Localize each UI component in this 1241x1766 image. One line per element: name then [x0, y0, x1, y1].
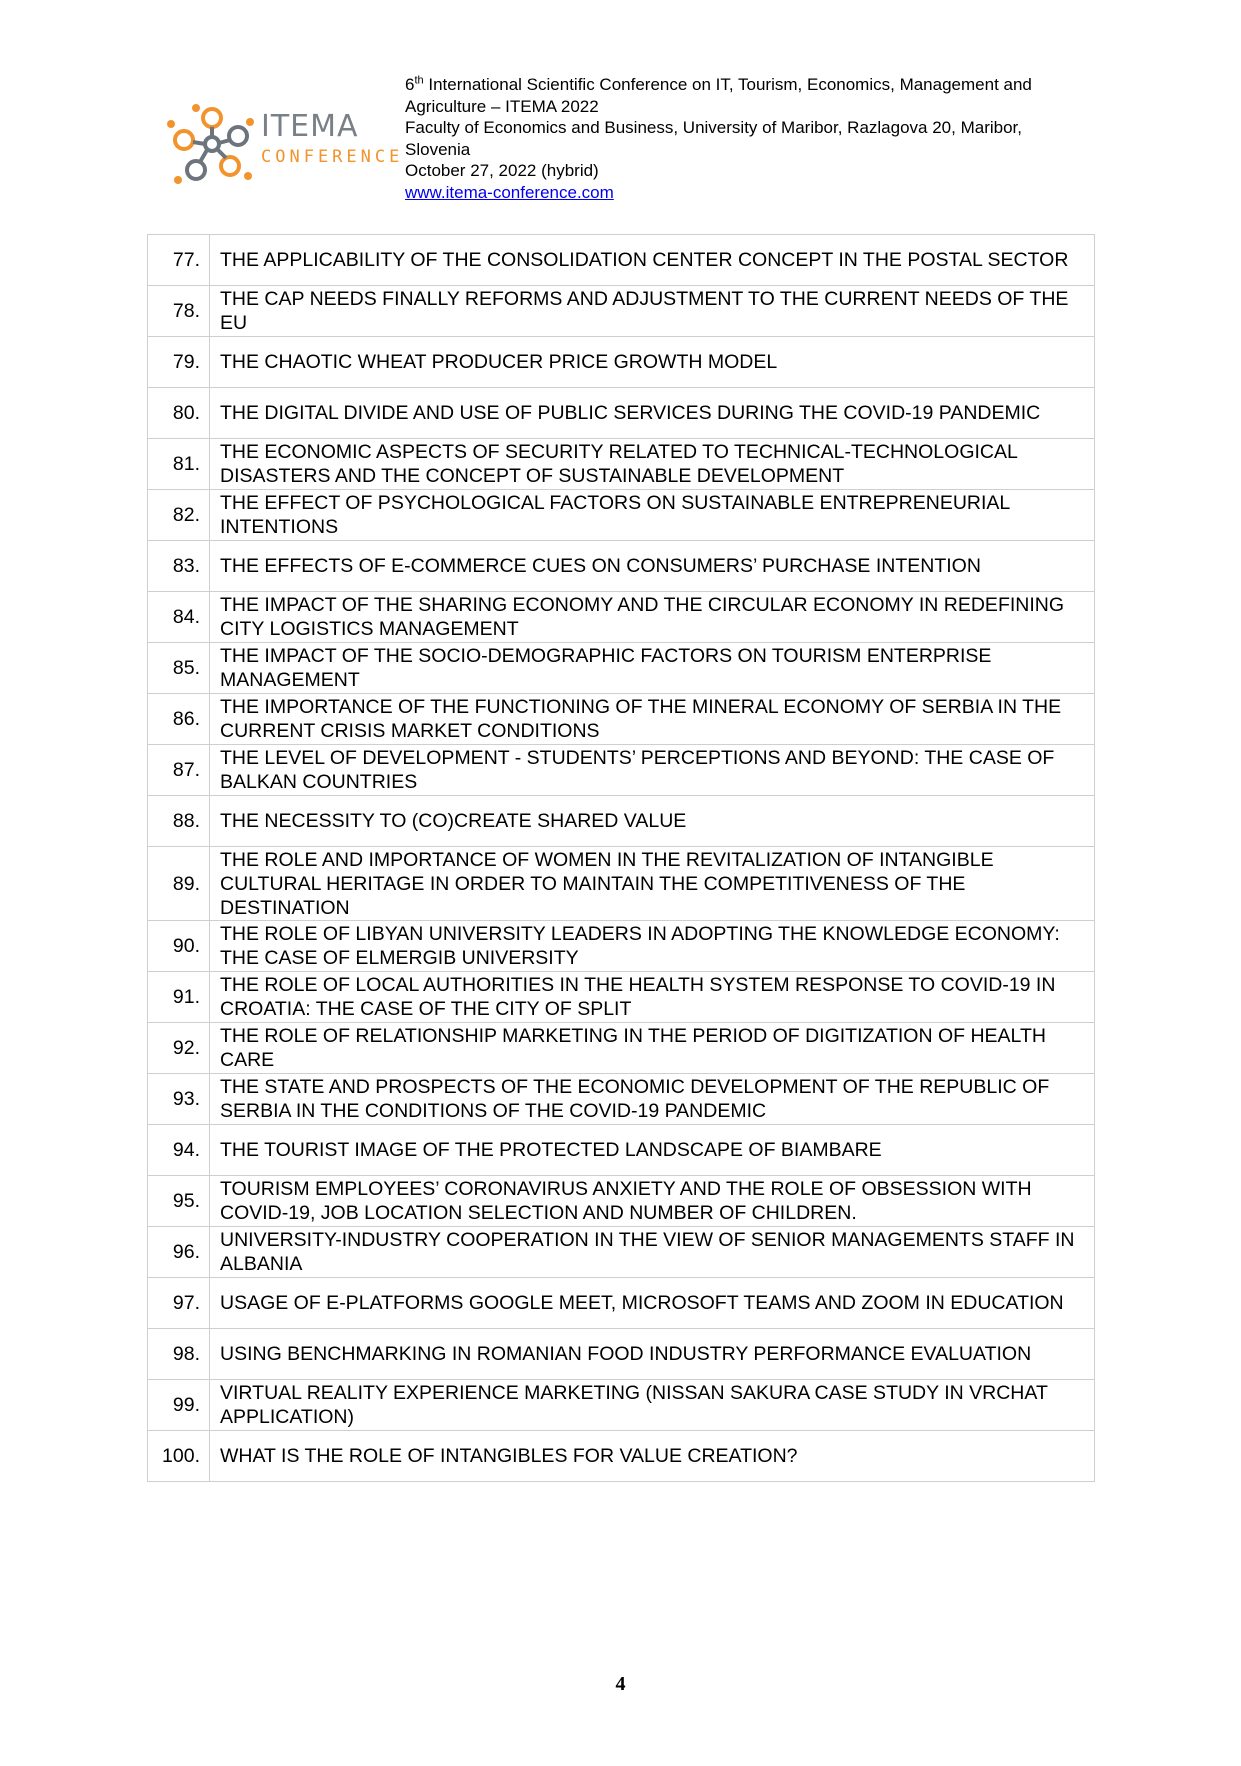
row-number: 99.	[148, 1380, 210, 1431]
paper-title: THE ROLE OF LIBYAN UNIVERSITY LEADERS IN ADOPTING THE KNOWLEDGE ECONOMY: THE CASE OF ELMERGIB UNIVERSITY	[210, 921, 1095, 972]
row-number: 82.	[148, 490, 210, 541]
paper-title: TOURISM EMPLOYEES’ CORONAVIRUS ANXIETY AND THE ROLE OF OBSESSION WITH COVID-19, JOB LOCATION SELECTION AND NUMBER OF CHILDREN.	[210, 1176, 1095, 1227]
paper-title: THE TOURIST IMAGE OF THE PROTECTED LANDSCAPE OF BIAMBARE	[210, 1125, 1095, 1176]
table-row	[148, 847, 1095, 921]
table-row	[148, 1125, 1095, 1176]
table-row	[148, 286, 1095, 337]
table-row	[148, 490, 1095, 541]
row-number: 84.	[148, 592, 210, 643]
table-row	[148, 796, 1095, 847]
header-line-3: Faculty of Economics and Business, University of Maribor, Razlagova 20, Maribor,	[405, 118, 1022, 137]
row-number: 88.	[148, 796, 210, 847]
table-row	[148, 643, 1095, 694]
itema-logo	[166, 98, 404, 190]
row-number: 97.	[148, 1278, 210, 1329]
paper-title: THE CHAOTIC WHEAT PRODUCER PRICE GROWTH MODEL	[210, 337, 1095, 388]
table-row	[148, 745, 1095, 796]
paper-list-table	[147, 234, 1095, 1482]
table-row	[148, 439, 1095, 490]
paper-title: THE CAP NEEDS FINALLY REFORMS AND ADJUSTMENT TO THE CURRENT NEEDS OF THE EU	[210, 286, 1095, 337]
paper-title: THE DIGITAL DIVIDE AND USE OF PUBLIC SERVICES DURING THE COVID-19 PANDEMIC	[210, 388, 1095, 439]
paper-title: THE EFFECTS OF E-COMMERCE CUES ON CONSUMERS’ PURCHASE INTENTION	[210, 541, 1095, 592]
row-number: 92.	[148, 1023, 210, 1074]
table-row	[148, 1227, 1095, 1278]
paper-title: UNIVERSITY-INDUSTRY COOPERATION IN THE VIEW OF SENIOR MANAGEMENTS STAFF IN ALBANIA	[210, 1227, 1095, 1278]
table-row	[148, 1278, 1095, 1329]
conference-header	[405, 74, 1125, 203]
header-line-5: October 27, 2022 (hybrid)	[405, 161, 599, 180]
paper-title: WHAT IS THE ROLE OF INTANGIBLES FOR VALUE CREATION?	[210, 1431, 1095, 1482]
logo-word-itema: ITEMA	[261, 109, 359, 144]
table-row	[148, 921, 1095, 972]
ordinal-suffix: th	[414, 74, 424, 87]
paper-title: THE APPLICABILITY OF THE CONSOLIDATION CENTER CONCEPT IN THE POSTAL SECTOR	[210, 235, 1095, 286]
row-number: 98.	[148, 1329, 210, 1380]
row-number: 81.	[148, 439, 210, 490]
paper-title: THE LEVEL OF DEVELOPMENT - STUDENTS’ PERCEPTIONS AND BEYOND: THE CASE OF BALKAN COUNTRIES	[210, 745, 1095, 796]
table-row	[148, 1329, 1095, 1380]
row-number: 85.	[148, 643, 210, 694]
row-number: 100.	[148, 1431, 210, 1482]
row-number: 86.	[148, 694, 210, 745]
row-number: 95.	[148, 1176, 210, 1227]
table-row	[148, 235, 1095, 286]
table-row	[148, 388, 1095, 439]
paper-title: THE STATE AND PROSPECTS OF THE ECONOMIC DEVELOPMENT OF THE REPUBLIC OF SERBIA IN THE CONDITIONS OF THE COVID-19 PANDEMIC	[210, 1074, 1095, 1125]
paper-title: THE ROLE AND IMPORTANCE OF WOMEN IN THE REVITALIZATION OF INTANGIBLE CULTURAL HERITAGE IN ORDER TO MAINTAIN THE COMPETITIVENESS OF THE DESTINATION	[210, 847, 1095, 921]
row-number: 79.	[148, 337, 210, 388]
table-row	[148, 592, 1095, 643]
row-number: 96.	[148, 1227, 210, 1278]
row-number: 90.	[148, 921, 210, 972]
row-number: 78.	[148, 286, 210, 337]
paper-title: THE ROLE OF RELATIONSHIP MARKETING IN THE PERIOD OF DIGITIZATION OF HEALTH CARE	[210, 1023, 1095, 1074]
table-row	[148, 1074, 1095, 1125]
ordinal-number: 6	[405, 75, 415, 94]
header-line-4: Slovenia	[405, 139, 471, 159]
table-row	[148, 337, 1095, 388]
paper-title: THE NECESSITY TO (CO)CREATE SHARED VALUE	[210, 796, 1095, 847]
paper-title: THE EFFECT OF PSYCHOLOGICAL FACTORS ON SUSTAINABLE ENTREPRENEURIAL INTENTIONS	[210, 490, 1095, 541]
paper-title: USAGE OF E-PLATFORMS GOOGLE MEET, MICROSOFT TEAMS AND ZOOM IN EDUCATION	[210, 1278, 1095, 1329]
paper-title: THE IMPORTANCE OF THE FUNCTIONING OF THE MINERAL ECONOMY OF SERBIA IN THE CURRENT CRISIS MARKET CONDITIONS	[210, 694, 1095, 745]
row-number: 77.	[148, 235, 210, 286]
page-number: 4	[615, 1673, 626, 1695]
paper-title: VIRTUAL REALITY EXPERIENCE MARKETING (NISSAN SAKURA CASE STUDY IN VRCHAT APPLICATION)	[210, 1380, 1095, 1431]
row-number: 93.	[148, 1074, 210, 1125]
header-line-2: Agriculture – ITEMA 2022	[405, 96, 599, 116]
header-line-1	[405, 74, 1125, 96]
paper-title: USING BENCHMARKING IN ROMANIAN FOOD INDUSTRY PERFORMANCE EVALUATION	[210, 1329, 1095, 1380]
row-number: 83.	[148, 541, 210, 592]
table-row	[148, 1176, 1095, 1227]
table-row	[148, 1431, 1095, 1482]
paper-title: THE IMPACT OF THE SOCIO-DEMOGRAPHIC FACTORS ON TOURISM ENTERPRISE MANAGEMENT	[210, 643, 1095, 694]
table-row	[148, 694, 1095, 745]
paper-title: THE ROLE OF LOCAL AUTHORITIES IN THE HEALTH SYSTEM RESPONSE TO COVID-19 IN CROATIA: THE CASE OF THE CITY OF SPLIT	[210, 972, 1095, 1023]
itema-logo-icon	[166, 98, 258, 190]
header-line-1-text: International Scientific Conference on IT, Tourism, Economics, Management and	[423, 75, 1032, 94]
row-number: 89.	[148, 847, 210, 921]
table-row	[148, 1023, 1095, 1074]
row-number: 80.	[148, 388, 210, 439]
logo-word-conference: CONFERENCE	[261, 147, 404, 167]
row-number: 94.	[148, 1125, 210, 1176]
table-row	[148, 541, 1095, 592]
table-row	[148, 1380, 1095, 1431]
paper-title: THE ECONOMIC ASPECTS OF SECURITY RELATED TO TECHNICAL-TECHNOLOGICAL DISASTERS AND THE CONCEPT OF SUSTAINABLE DEVELOPMENT	[210, 439, 1095, 490]
row-number: 91.	[148, 972, 210, 1023]
paper-title: THE IMPACT OF THE SHARING ECONOMY AND THE CIRCULAR ECONOMY IN REDEFINING CITY LOGISTICS MANAGEMENT	[210, 592, 1095, 643]
website-link[interactable]: www.itema-conference.com	[405, 182, 614, 202]
row-number: 87.	[148, 745, 210, 796]
table-row	[148, 972, 1095, 1023]
